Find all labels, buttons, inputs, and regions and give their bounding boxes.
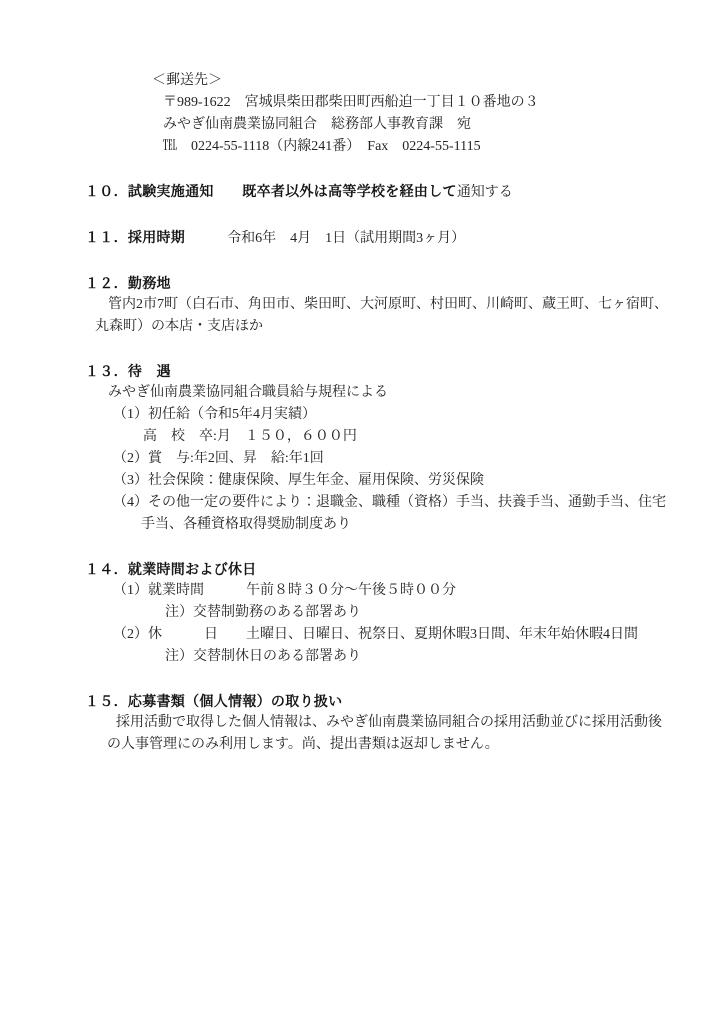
section-14-item-2: （2）休 日 土曜日、日曜日、祝祭日、夏期休暇3日間、年末年始休暇4日間 [113,627,638,642]
section-11-heading: １１．採用時期 [85,229,186,245]
section-14-item-2-note: 注）交替制休日のある部署あり [165,649,361,664]
document-content [85,70,673,756]
section-15-heading: １５．応募書類（個人情報）の取り扱い [85,693,343,709]
section-15-paragraph: 採用活動で取得した個人情報は、みやぎ仙南農業協同組合の採用活動並びに採用活動後の人事管理にのみ利用します。尚、提出書類は返却しません。 [107,715,662,752]
section-15-personal-info [85,690,673,756]
section-11-hiring-period [85,226,673,250]
organization-recipient-line: みやぎ仙南農業協同組合 総務部人事教育課 宛 [163,117,471,132]
postal-address-line: 〒989-1622 宮城県柴田郡柴田町西船迫一丁目１０番地の３ [163,95,539,110]
section-14-hours-holidays [85,558,673,668]
section-12-paragraph: 管内2市7町（白石市、角田市、柴田町、大河原町、村田町、川崎町、蔵王町、七ヶ宿町、丸森町）の本店・支店ほか [95,297,668,334]
section-10-heading: １０．試験実施通知 [85,183,214,199]
mailing-label: ＜郵送先＞ [152,73,222,88]
section-13-heading: １３．待 遇 [85,363,171,379]
section-14-heading: １４．就業時間および休日 [85,561,257,577]
mailing-block [152,70,673,158]
section-13-item-4: （4）その他一定の要件により：退職金、職種（資格）手当、扶養手当、通勤手当、住宅手当、各種資格取得奨励制度あり [113,495,666,532]
section-13-intro: みやぎ仙南農業協同組合職員給与規程による [108,385,388,400]
section-11-line [85,226,673,250]
section-13-compensation [85,360,673,536]
section-12-heading: １２．勤務地 [85,275,171,291]
section-11-value: 令和6年 4月 1日（試用期間3ヶ月） [185,231,466,246]
section-13-item-2: （2）賞 与:年2回、昇 給:年1回 [113,451,324,466]
section-12-work-location [85,272,673,338]
section-10-line [85,180,673,204]
section-13-item-3: （3）社会保険：健康保険、厚生年金、雇用保険、労災保険 [113,473,484,488]
section-14-item-1: （1）就業時間 午前８時３０分～午後５時００分 [113,583,456,598]
tel-fax-line: ℡ 0224-55-1118（内線241番） Fax 0224-55-1115 [163,139,481,154]
section-14-item-1-note: 注）交替制勤務のある部署あり [165,605,361,620]
section-13-item-1: （1）初任給（令和5年4月実績） [113,407,316,422]
section-13-item-1-detail: 高 校 卒:月 １５０，６００円 [143,429,357,444]
section-10-tail: 通知する [456,185,513,200]
section-10-emphasis: 既卒者以外は高等学校を経由して [213,183,457,199]
section-10-exam-notice [85,180,673,204]
